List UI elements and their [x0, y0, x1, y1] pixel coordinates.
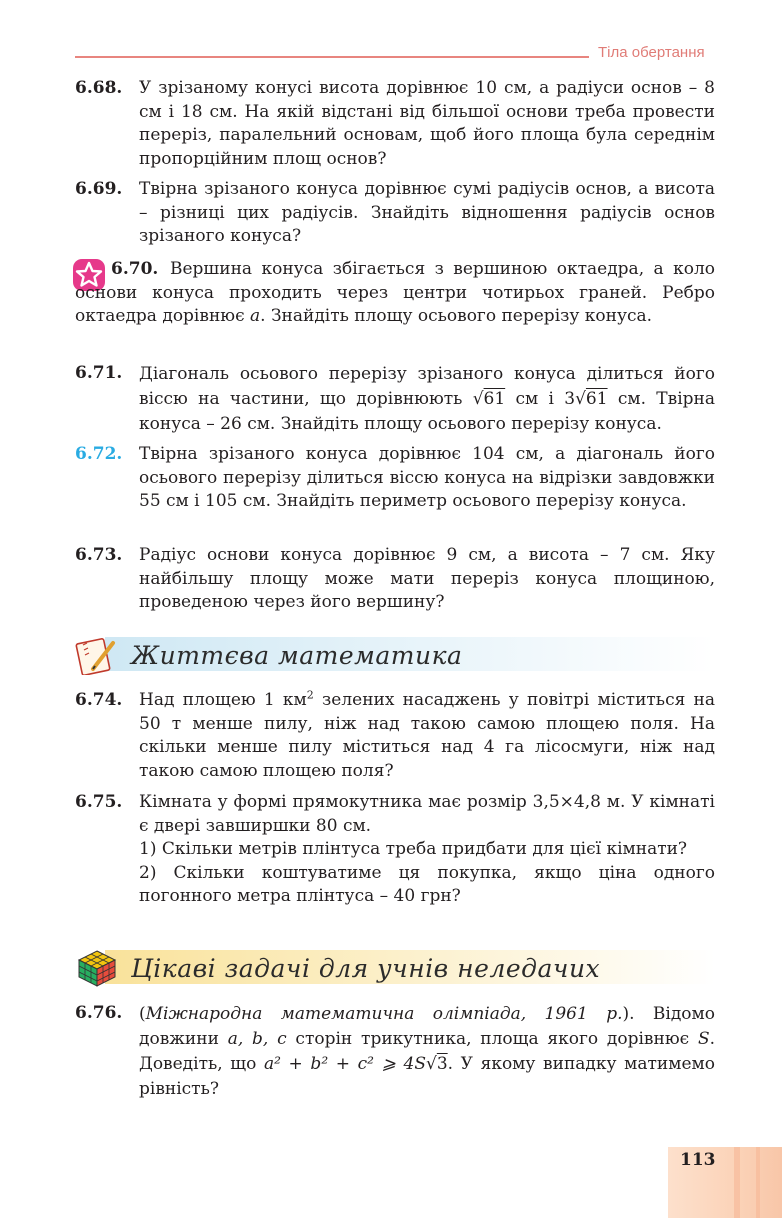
radicand: 3	[436, 1054, 448, 1074]
problem-number: 6.71.	[75, 363, 123, 383]
problem-6-74	[75, 689, 715, 783]
problem-6-70	[75, 258, 715, 329]
problem-text: Кімната у формі прямокутника має розмір 3,5×4,8 м. У кімнаті є двері завширшки 80 см. 1) Скільки метрів плінтуса треба придбати для цієї кімнати? 2) Скільки коштуватиме ця покупка, якщо ціна одного погонного метра плінтуса – 40 грн?	[139, 791, 715, 909]
problem-number: 6.74.	[75, 690, 123, 710]
question-1: 1) Скільки метрів плінтуса треба придбати для цієї кімнати?	[139, 839, 688, 859]
rubiks-cube-icon	[75, 948, 119, 988]
problem-6-72	[75, 443, 715, 514]
problem-text: Діагональ осьового перерізу зрізаного конуса ділиться його віссю на частини, що дорівнюють √61 см і 3√61 см. Твірна конуса – 26 см. Знайдіть площу осьового перерізу конуса.	[139, 364, 715, 434]
problem-number: 6.75.	[75, 792, 123, 812]
problem-text: Вершина конуса збігається з вершиною октаедра, а коло основи конуса проходить через центри чотирьох граней. Ребро октаедра дорівнює a. Знайдіть площу осьового перерізу конуса.	[75, 259, 715, 326]
problem-number: 6.73.	[75, 545, 123, 565]
section-title: Тіла обертання	[598, 44, 705, 61]
radicand: 61	[585, 389, 608, 409]
problem-number: 6.72.	[75, 444, 123, 464]
inequality-formula: a² + b² + c² ⩾ 4S	[263, 1054, 426, 1074]
banner-life-math	[75, 635, 715, 673]
page-number: 113	[680, 1150, 716, 1170]
problem-text: Твірна зрізаного конуса дорівнює 104 см, а діагональ його осьового перерізу ділиться віссю конуса на відрізки завдовжки 55 см і 105 см. Знайдіть периметр осьового перерізу конуса.	[139, 444, 715, 511]
problem-text: Над площею 1 $км^2$ зелених насаджень у повітрі міститься на 50 т менше пилу, ніж над такою самою площею поля. На скільки менше пилу міститься над 4 га лісосмуги, ніж над такою самою площею поля?	[139, 688, 715, 781]
banner-fun-problems	[75, 948, 715, 986]
problem-6-73	[75, 544, 715, 615]
problem-number: 6.70.	[111, 259, 159, 279]
problem-source: Міжнародна математична олімпіада, 1961 р.	[145, 1004, 623, 1024]
radicand: 61	[483, 389, 506, 409]
problem-6-68	[75, 77, 715, 171]
notebook-pencil-icon	[75, 635, 119, 675]
problem-text: Радіус основи конуса дорівнює 9 см, а висота – 7 см. Яку найбільшу площу може мати переріз конуса площиною, проведеною через його вершину?	[139, 545, 715, 612]
problem-number: 6.76.	[75, 1003, 123, 1023]
banner-title: Життєва математика	[131, 641, 463, 670]
variables-abc: a, b, c	[227, 1029, 287, 1049]
variable-a: a	[250, 306, 261, 326]
problem-number: 6.69.	[75, 179, 123, 199]
problem-6-71	[75, 362, 715, 437]
banner-title: Цікаві задачі для учнів неледачих	[131, 954, 601, 983]
problem-6-75	[75, 791, 715, 909]
problem-6-76	[75, 1002, 715, 1102]
variable-s: S	[697, 1029, 710, 1049]
header-rule	[75, 56, 589, 58]
problem-text: У зрізаному конусі висота дорівнює 10 см, а радіуси основ – 8 см і 18 см. На якій відстані від більшої основи треба провести переріз, паралельний основам, щоб його площа була середнім пропорційним площ основ?	[139, 78, 715, 169]
problem-number: 6.68.	[75, 78, 123, 98]
question-2: 2) Скільки коштуватиме ця покупка, якщо ціна одного погонного метра плінтуса – 40 грн?	[139, 862, 715, 906]
problem-text: Твірна зрізаного конуса дорівнює сумі радіусів основ, а висота – різниці цих радіусів. Знайдіть відношення радіусів основ зрізаного конуса?	[139, 179, 715, 246]
problem-6-69	[75, 178, 715, 249]
problem-text: (Міжнародна математична олімпіада, 1961 р.). Відомо довжини a, b, c сторін трикутника, площа якого дорівнює S. Доведіть, що a² + b² + c² ⩾ 4S√3. У якому випадку матимемо рівність?	[139, 1004, 716, 1099]
